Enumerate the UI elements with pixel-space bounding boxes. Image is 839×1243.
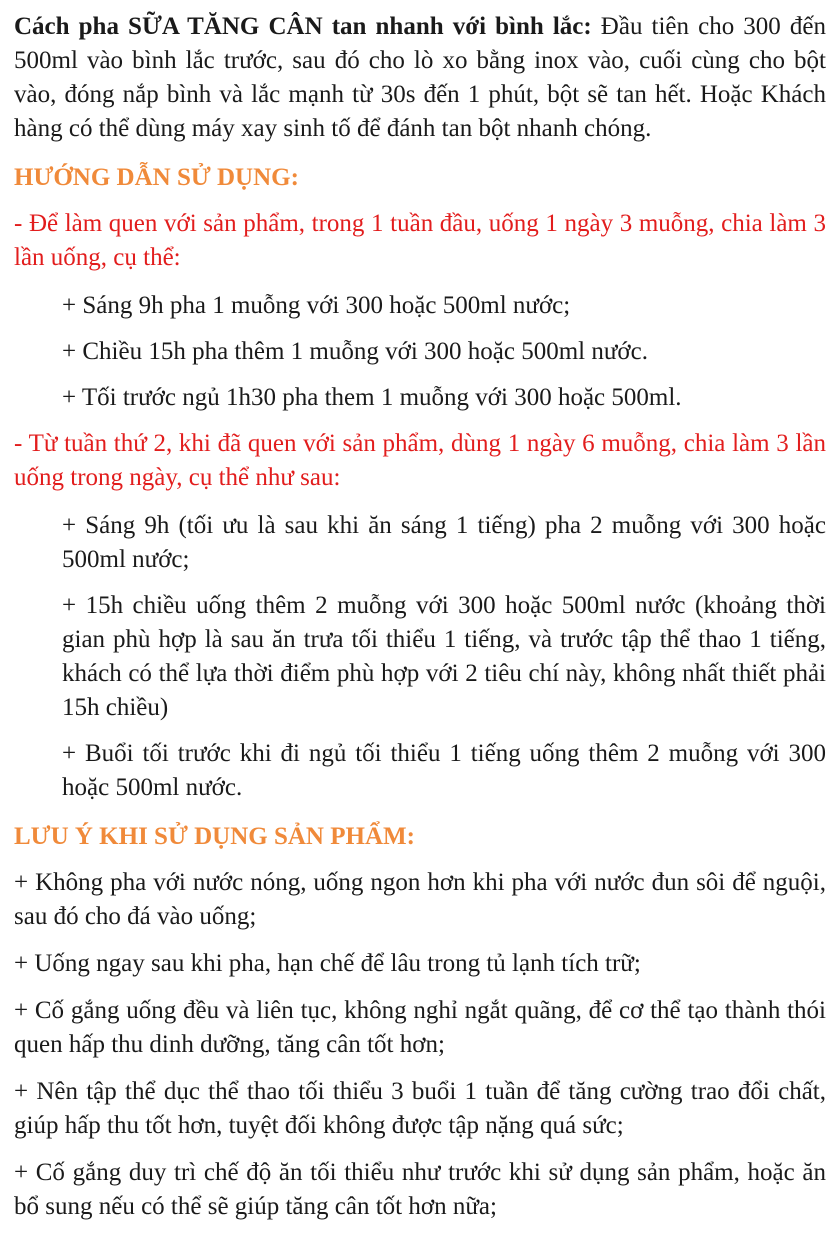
- intro-paragraph: [14, 0, 826, 146]
- document-page: [14, 0, 826, 1224]
- week2-item-evening: + Buổi tối trước khi đi ngủ tối thiểu 1 tiếng uống thêm 2 muỗng với 300 hoặc 500ml nước.: [62, 740, 826, 801]
- note-item-diet: + Cố gắng duy trì chế độ ăn tối thiểu như trước khi sử dụng sản phẩm, hoặc ăn bổ sung nếu có thể sẽ giúp tăng cân tốt hơn nữa;: [14, 1159, 826, 1220]
- note-item-hot-water: + Không pha với nước nóng, uống ngon hơn khi pha với nước đun sôi để nguội, sau đó cho đá vào uống;: [14, 869, 826, 930]
- intro-text: Đầu tiên cho 300 đến 500ml vào bình lắc trước, sau đó cho lò xo bằng inox vào, cuối cùng cho bột vào, đóng nắp bình và lắc mạnh từ 30s đến 1 phút, bột sẽ tan hết. Hoặc Khách hàng có thể dùng máy xay sinh tố để đánh tan bột nhanh chóng.: [14, 13, 826, 142]
- usage-heading: HƯỚNG DẪN SỬ DỤNG:: [14, 164, 299, 191]
- week1-item-afternoon: + Chiều 15h pha thêm 1 muỗng với 300 hoặc 500ml nước.: [62, 338, 648, 365]
- note-item-exercise: + Nên tập thể dục thể thao tối thiểu 3 buổi 1 tuần để tăng cường trao đổi chất, giúp hấp thu tốt hơn, tuyệt đối không được tập nặng quá sức;: [14, 1078, 826, 1139]
- week2-item-afternoon: + 15h chiều uống thêm 2 muỗng với 300 hoặc 500ml nước (khoảng thời gian phù hợp là sau ăn trưa tối thiểu 1 tiếng, và trước tập thể thao 1 tiếng, khách có thể lựa thời điểm phù hợp với 2 tiêu chí này, không nhất thiết phải 15h chiều): [62, 592, 826, 721]
- note-item-drink-now: + Uống ngay sau khi pha, hạn chế để lâu trong tủ lạnh tích trữ;: [14, 950, 641, 977]
- intro-lead: Cách pha SỮA TĂNG CÂN tan nhanh với bình lắc:: [14, 13, 592, 40]
- notes-heading: LƯU Ý KHI SỬ DỤNG SẢN PHẨM:: [14, 823, 415, 850]
- week2-instruction: - Từ tuần thứ 2, khi đã quen với sản phẩm, dùng 1 ngày 6 muỗng, chia làm 3 lần uống trong ngày, cụ thể như sau:: [14, 430, 826, 491]
- week1-instruction: - Để làm quen với sản phẩm, trong 1 tuần đầu, uống 1 ngày 3 muỗng, chia làm 3 lần uống, cụ thể:: [14, 210, 826, 271]
- week1-item-evening: + Tối trước ngủ 1h30 pha them 1 muỗng với 300 hoặc 500ml.: [62, 384, 682, 411]
- week2-item-morning: + Sáng 9h (tối ưu là sau khi ăn sáng 1 tiếng) pha 2 muỗng với 300 hoặc 500ml nước;: [62, 512, 826, 573]
- note-item-consistency: + Cố gắng uống đều và liên tục, không nghỉ ngắt quãng, để cơ thể tạo thành thói quen hấp thu dinh dưỡng, tăng cân tốt hơn;: [14, 997, 826, 1058]
- week1-item-morning: + Sáng 9h pha 1 muỗng với 300 hoặc 500ml nước;: [62, 292, 571, 319]
